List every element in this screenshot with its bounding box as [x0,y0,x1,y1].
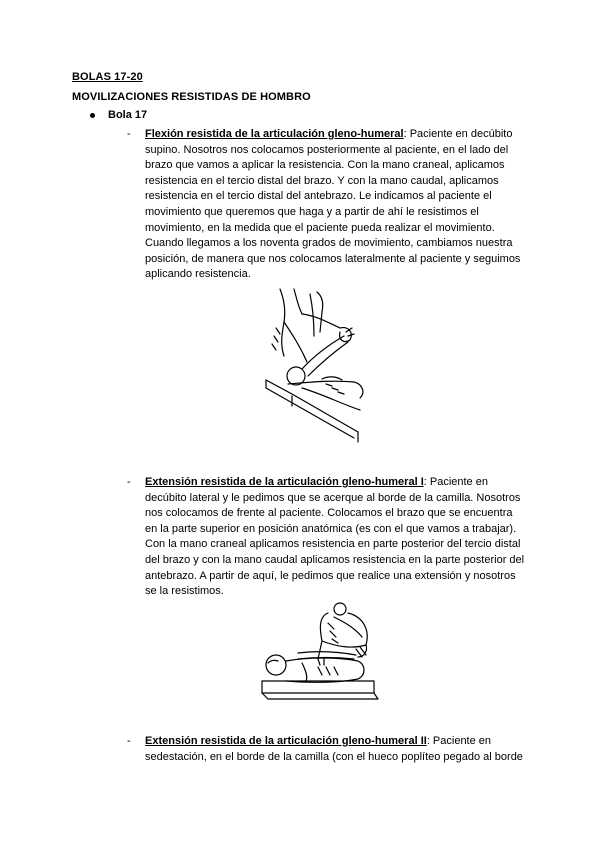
bullet-label: Bola 17 [108,109,148,121]
extension-drawing-icon [258,601,382,705]
dash-marker: - [127,128,131,140]
document-subheading: MOVILIZACIONES RESISTIDAS DE HOMBRO [72,91,311,103]
item-body: : Paciente en sedestación, en el borde de la camilla (con el hueco poplíteo pegado al borde [145,735,523,763]
item-title: Extensión resistida de la articulación gleno-humeral II [145,735,427,747]
list-item-text [145,127,527,283]
dash-marker: - [127,735,131,747]
bullet-dot-icon [90,113,95,118]
list-item-extension-1 [127,475,527,600]
bullet-item [90,109,147,121]
illustration-shoulder-flexion [262,284,372,444]
document-heading: BOLAS 17-20 [72,71,143,83]
list-item-text [145,475,527,600]
list-item-flexion [127,127,527,283]
dash-marker: - [127,476,131,488]
list-item-text [145,734,527,765]
illustration-shoulder-extension [258,601,382,705]
item-title: Flexión resistida de la articulación gleno-humeral [145,128,404,140]
item-title: Extensión resistida de la articulación gleno-humeral I [145,476,424,488]
flexion-drawing-icon [262,284,372,444]
item-body: : Paciente en decúbito lateral y le pedimos que se acerque al borde de la camilla. Nosotros nos colocamos de frente al paciente. Colocamos el brazo que se encuentra en la parte superior en posición anatómica (es con el que vamos a trabajar). Con la mano craneal aplicamos resistencia en parte posterior del tercio distal del brazo y con la mano caudal aplicamos resistencia en la parte posterior del antebrazo. A partir de aquí, le pedimos que realice una extensión y nosotros se la resistimos. [145,476,525,598]
list-item-extension-2 [127,734,527,765]
item-body: : Paciente en decúbito supino. Nosotros nos colocamos posteriormente al paciente, en el lado del brazo que vamos a aplicar la resistencia. Con la mano craneal, aplicamos resistencia en el tercio distal del brazo. Y con la mano caudal, aplicamos resistencia en el tercio distal del antebrazo. Le indicamos al paciente el movimiento que queremos que haga y a partir de ahí le resistimos el movimiento, en la medida que el paciente pueda realizar el movimiento. Cuando llegamos a los noventa grados de movimiento, cambiamos nuestra posición, de manera que nos colocamos lateralmente al paciente y seguimos aplicando resistencia. [145,128,521,281]
